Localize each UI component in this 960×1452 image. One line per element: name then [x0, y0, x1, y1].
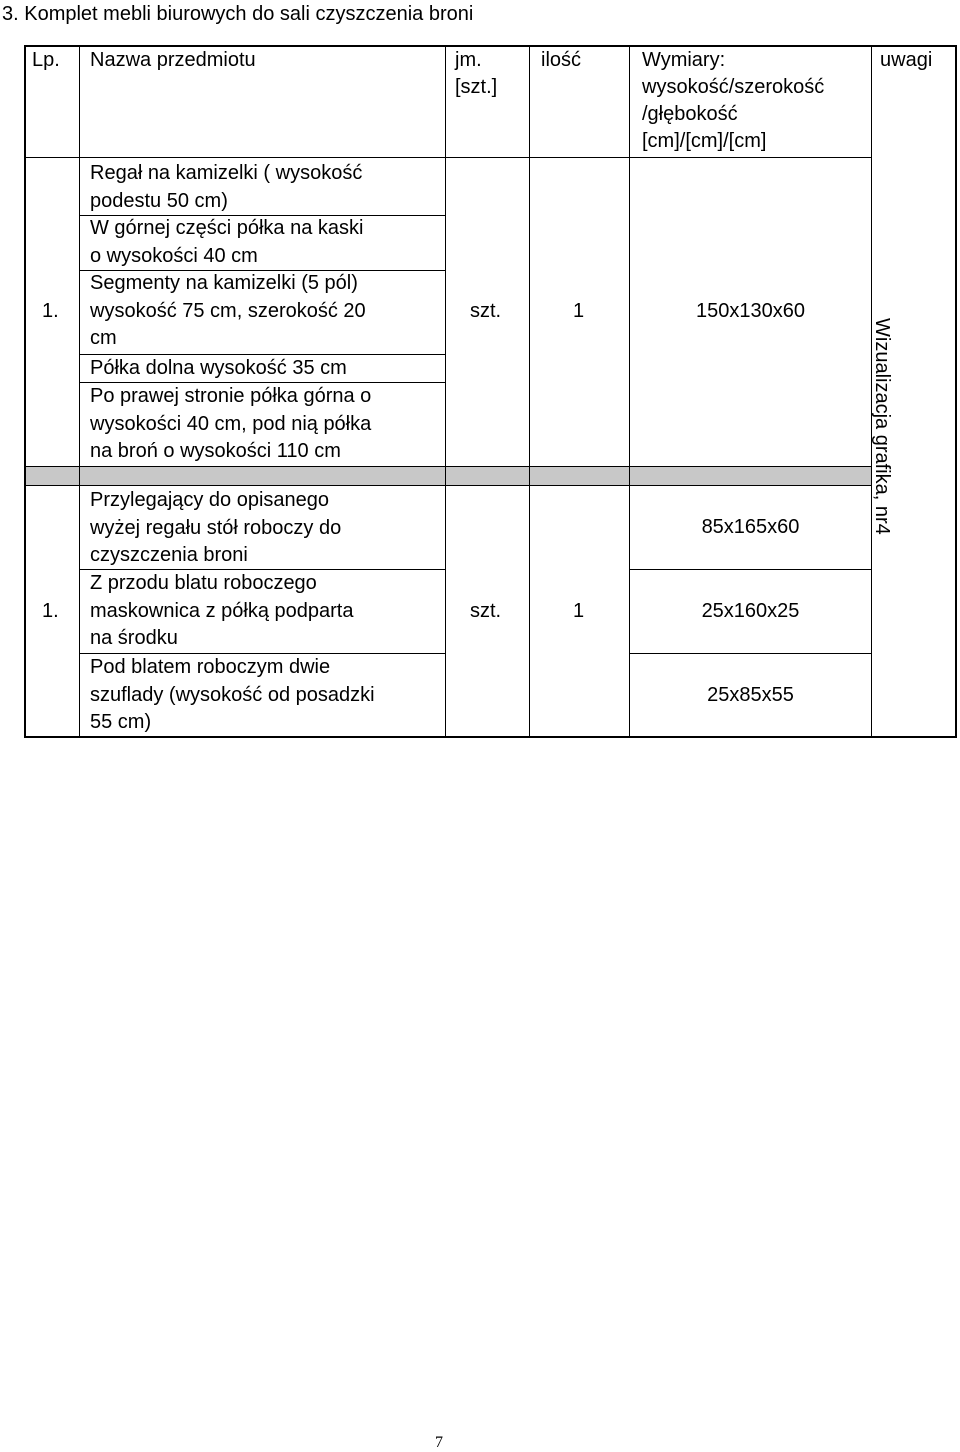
desc-line: podestu 50 cm) [90, 189, 228, 212]
item2-dims-3: 25x85x55 [707, 684, 794, 706]
section-heading: 3. Komplet mebli biurowych do sali czyszczenia broni [2, 3, 474, 25]
item2-unit: szt. [470, 600, 502, 622]
item1-desc-block-1 [90, 160, 362, 215]
header-qty: ilość [541, 49, 582, 71]
desc-line: wyżej regału stół roboczy do [90, 516, 342, 539]
header-rule [24, 157, 872, 158]
desc-line: Po prawej stronie półka górna o [90, 385, 372, 407]
desc-line: na broń o wysokości 110 cm [90, 440, 341, 462]
item1-desc-block-3 [90, 270, 366, 353]
page-number: 7 [435, 1434, 443, 1451]
desc-line: Przylegający do opisanego [90, 489, 330, 511]
item1-desc-block-5 [90, 383, 371, 466]
desc-line: Półka dolna wysokość 35 cm [90, 357, 347, 379]
desc-line: czyszczenia broni [90, 544, 248, 566]
item2-qty: 1 [573, 600, 585, 622]
item2-lp: 1. [42, 600, 59, 622]
col-line-unit [529, 45, 530, 738]
desc-line: cm [90, 327, 117, 349]
col-line-lp [79, 45, 80, 738]
header-dims-line-4: [cm]/[cm]/[cm] [642, 130, 767, 152]
item2-dims-1: 85x165x60 [701, 516, 800, 538]
desc-line: Segmenty na kamizelki (5 pól) [90, 272, 358, 294]
desc-line: szuflady (wysokość od posadzki [90, 683, 375, 706]
band-rule-bottom [24, 485, 872, 486]
desc-line: Pod blatem roboczym dwie [90, 656, 331, 678]
header-dims-line-3: /głębokość [642, 103, 738, 125]
desc-line: maskownica z półką podparta [90, 599, 354, 622]
item2-desc-block-3 [90, 654, 375, 737]
header-unit-line-2: [szt.] [455, 76, 498, 98]
col-line-qty [629, 45, 630, 738]
item1-dims: 150x130x60 [696, 300, 805, 322]
desc-line: wysokość 75 cm, szerokość 20 [90, 299, 366, 322]
desc-line: na środku [90, 627, 178, 649]
item1-unit: szt. [470, 300, 502, 322]
desc-line: wysokości 40 cm, pod nią półka [90, 412, 372, 435]
header-lp: Lp. [32, 49, 60, 71]
dims-rule-2 [629, 653, 872, 654]
desc-line: 55 cm) [90, 711, 152, 733]
item2-desc-block-1 [90, 487, 341, 570]
item1-qty: 1 [573, 300, 585, 322]
table-border-right [955, 45, 957, 738]
header-name: Nazwa przedmiotu [90, 49, 256, 71]
desc-line: o wysokości 40 cm [90, 244, 258, 267]
item1-desc-block-4 [90, 355, 347, 383]
header-dims-line-2: wysokość/szerokość [642, 76, 825, 98]
item1-lp: 1. [42, 300, 59, 322]
desc-line: Regał na kamizelki ( wysokość [90, 162, 363, 184]
band-rule-top [24, 466, 872, 467]
table-border-left [24, 45, 26, 738]
header-unit-line-1: jm. [455, 49, 482, 71]
dims-rule-1 [629, 569, 872, 570]
item2-desc-block-2 [90, 570, 353, 653]
remarks-vertical: Wizualizacja grafika, nr4 [871, 318, 893, 535]
item1-desc-block-2 [90, 215, 363, 270]
desc-line: W górnej części półka na kaski [90, 217, 364, 239]
item2-dims-2: 25x160x25 [701, 600, 800, 622]
desc-line: Z przodu blatu roboczego [90, 572, 317, 594]
separator-band [24, 466, 872, 486]
header-remarks: uwagi [880, 49, 933, 71]
col-line-name [445, 45, 446, 738]
header-dims-line-1: Wymiary: [642, 49, 726, 71]
